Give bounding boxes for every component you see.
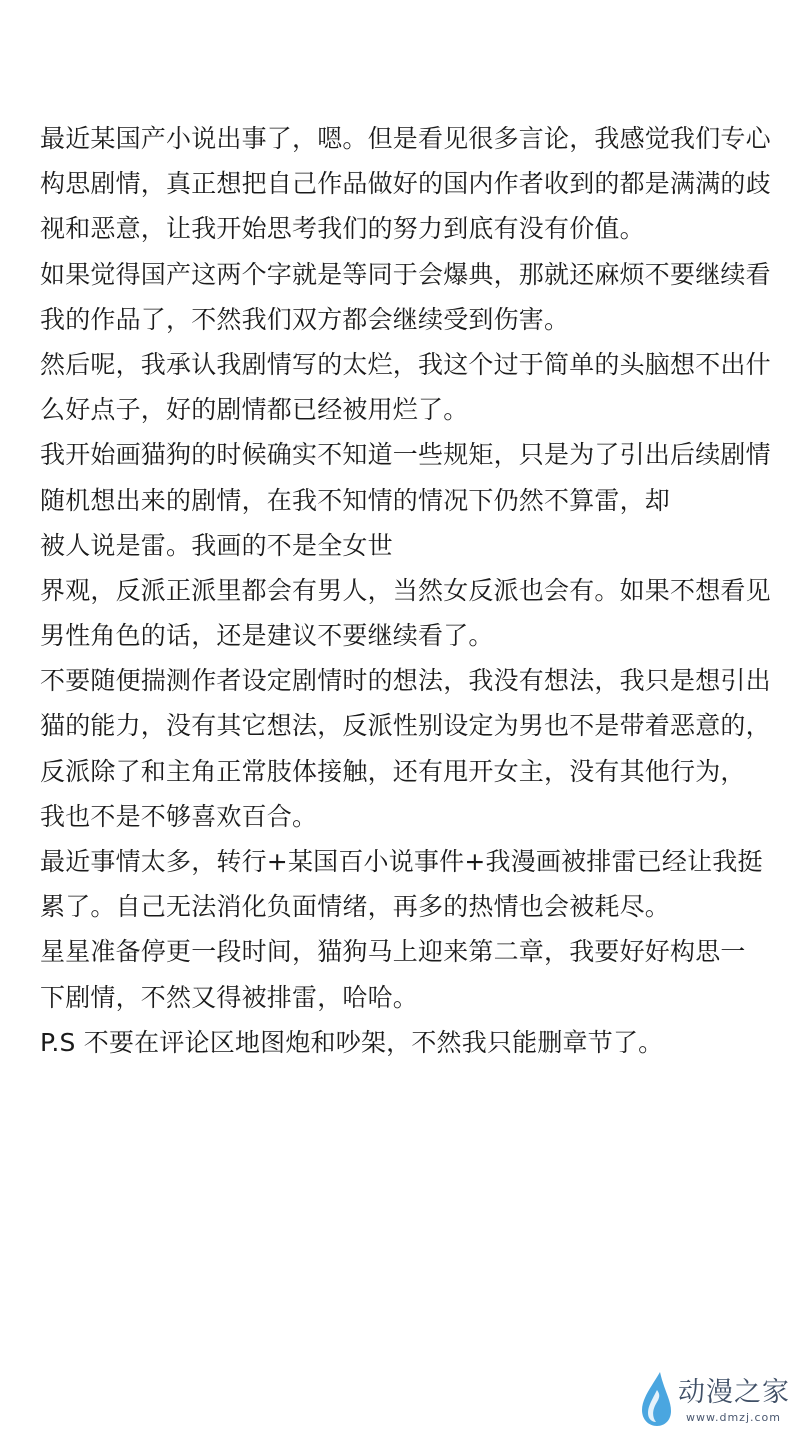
note-line: 视和恶意，让我开始思考我们的努力到底有没有价值。 (40, 214, 645, 244)
note-line: 反派除了和主角正常肢体接触，还有甩开女主，没有其他行为， (40, 756, 746, 786)
note-line: 被人说是雷。我画的不是全女世 (40, 530, 393, 560)
note-line: 下剧情，不然又得被排雷，哈哈。 (40, 982, 419, 1012)
note-line: 我的作品了，不然我们双方都会继续受到伤害。 (40, 304, 570, 334)
note-line: 最近事情太多，转行+某国百小说事件+我漫画被排雷已经让我挺 (40, 847, 763, 876)
note-line: 么好点子，好的剧情都已经被用烂了。 (40, 395, 469, 425)
note-line: 猫的能力，没有其它想法，反派性别设定为男也不是带着恶意的， (40, 711, 771, 741)
site-watermark (638, 1366, 788, 1430)
note-line: 然后呢，我承认我剧情写的太烂，我这个过于简单的头脑想不出什 (40, 349, 771, 379)
note-line: 我也不是不够喜欢百合。 (40, 801, 318, 831)
note-line: 不要随便揣测作者设定剧情时的想法，我没有想法，我只是想引出 (40, 666, 771, 696)
note-line: 构思剧情，真正想把自己作品做好的国内作者收到的都是满满的歧 (40, 169, 771, 199)
note-line: 我开始画猫狗的时候确实不知道一些规矩，只是为了引出后续剧情 (40, 440, 771, 470)
note-line: 最近某国产小说出事了，嗯。但是看见很多言论，我感觉我们专心 (40, 124, 771, 153)
note-line: 如果觉得国产这两个字就是等同于会爆典，那就还麻烦不要继续看 (40, 259, 771, 289)
note-line: 星星准备停更一段时间，猫狗马上迎来第二章，我要好好构思一 (40, 937, 746, 967)
note-line: 界观，反派正派里都会有男人，当然女反派也会有。如果不想看见 (40, 575, 771, 605)
note-line: 随机想出来的剧情，在我不知情的情况下仍然不算雷，却 (40, 485, 671, 515)
note-line: P.S 不要在评论区地图炮和吵架，不然我只能删章节了。 (40, 1027, 664, 1057)
note-line: 累了。自己无法消化负面情绪，再多的热情也会被耗尽。 (40, 892, 671, 922)
water-drop-icon (638, 1370, 674, 1428)
watermark-url: www.dmzj.com (686, 1411, 781, 1424)
watermark-title: 动漫之家 (678, 1377, 790, 1408)
author-note (40, 123, 780, 1072)
note-line: 男性角色的话，还是建议不要继续看了。 (40, 621, 494, 651)
